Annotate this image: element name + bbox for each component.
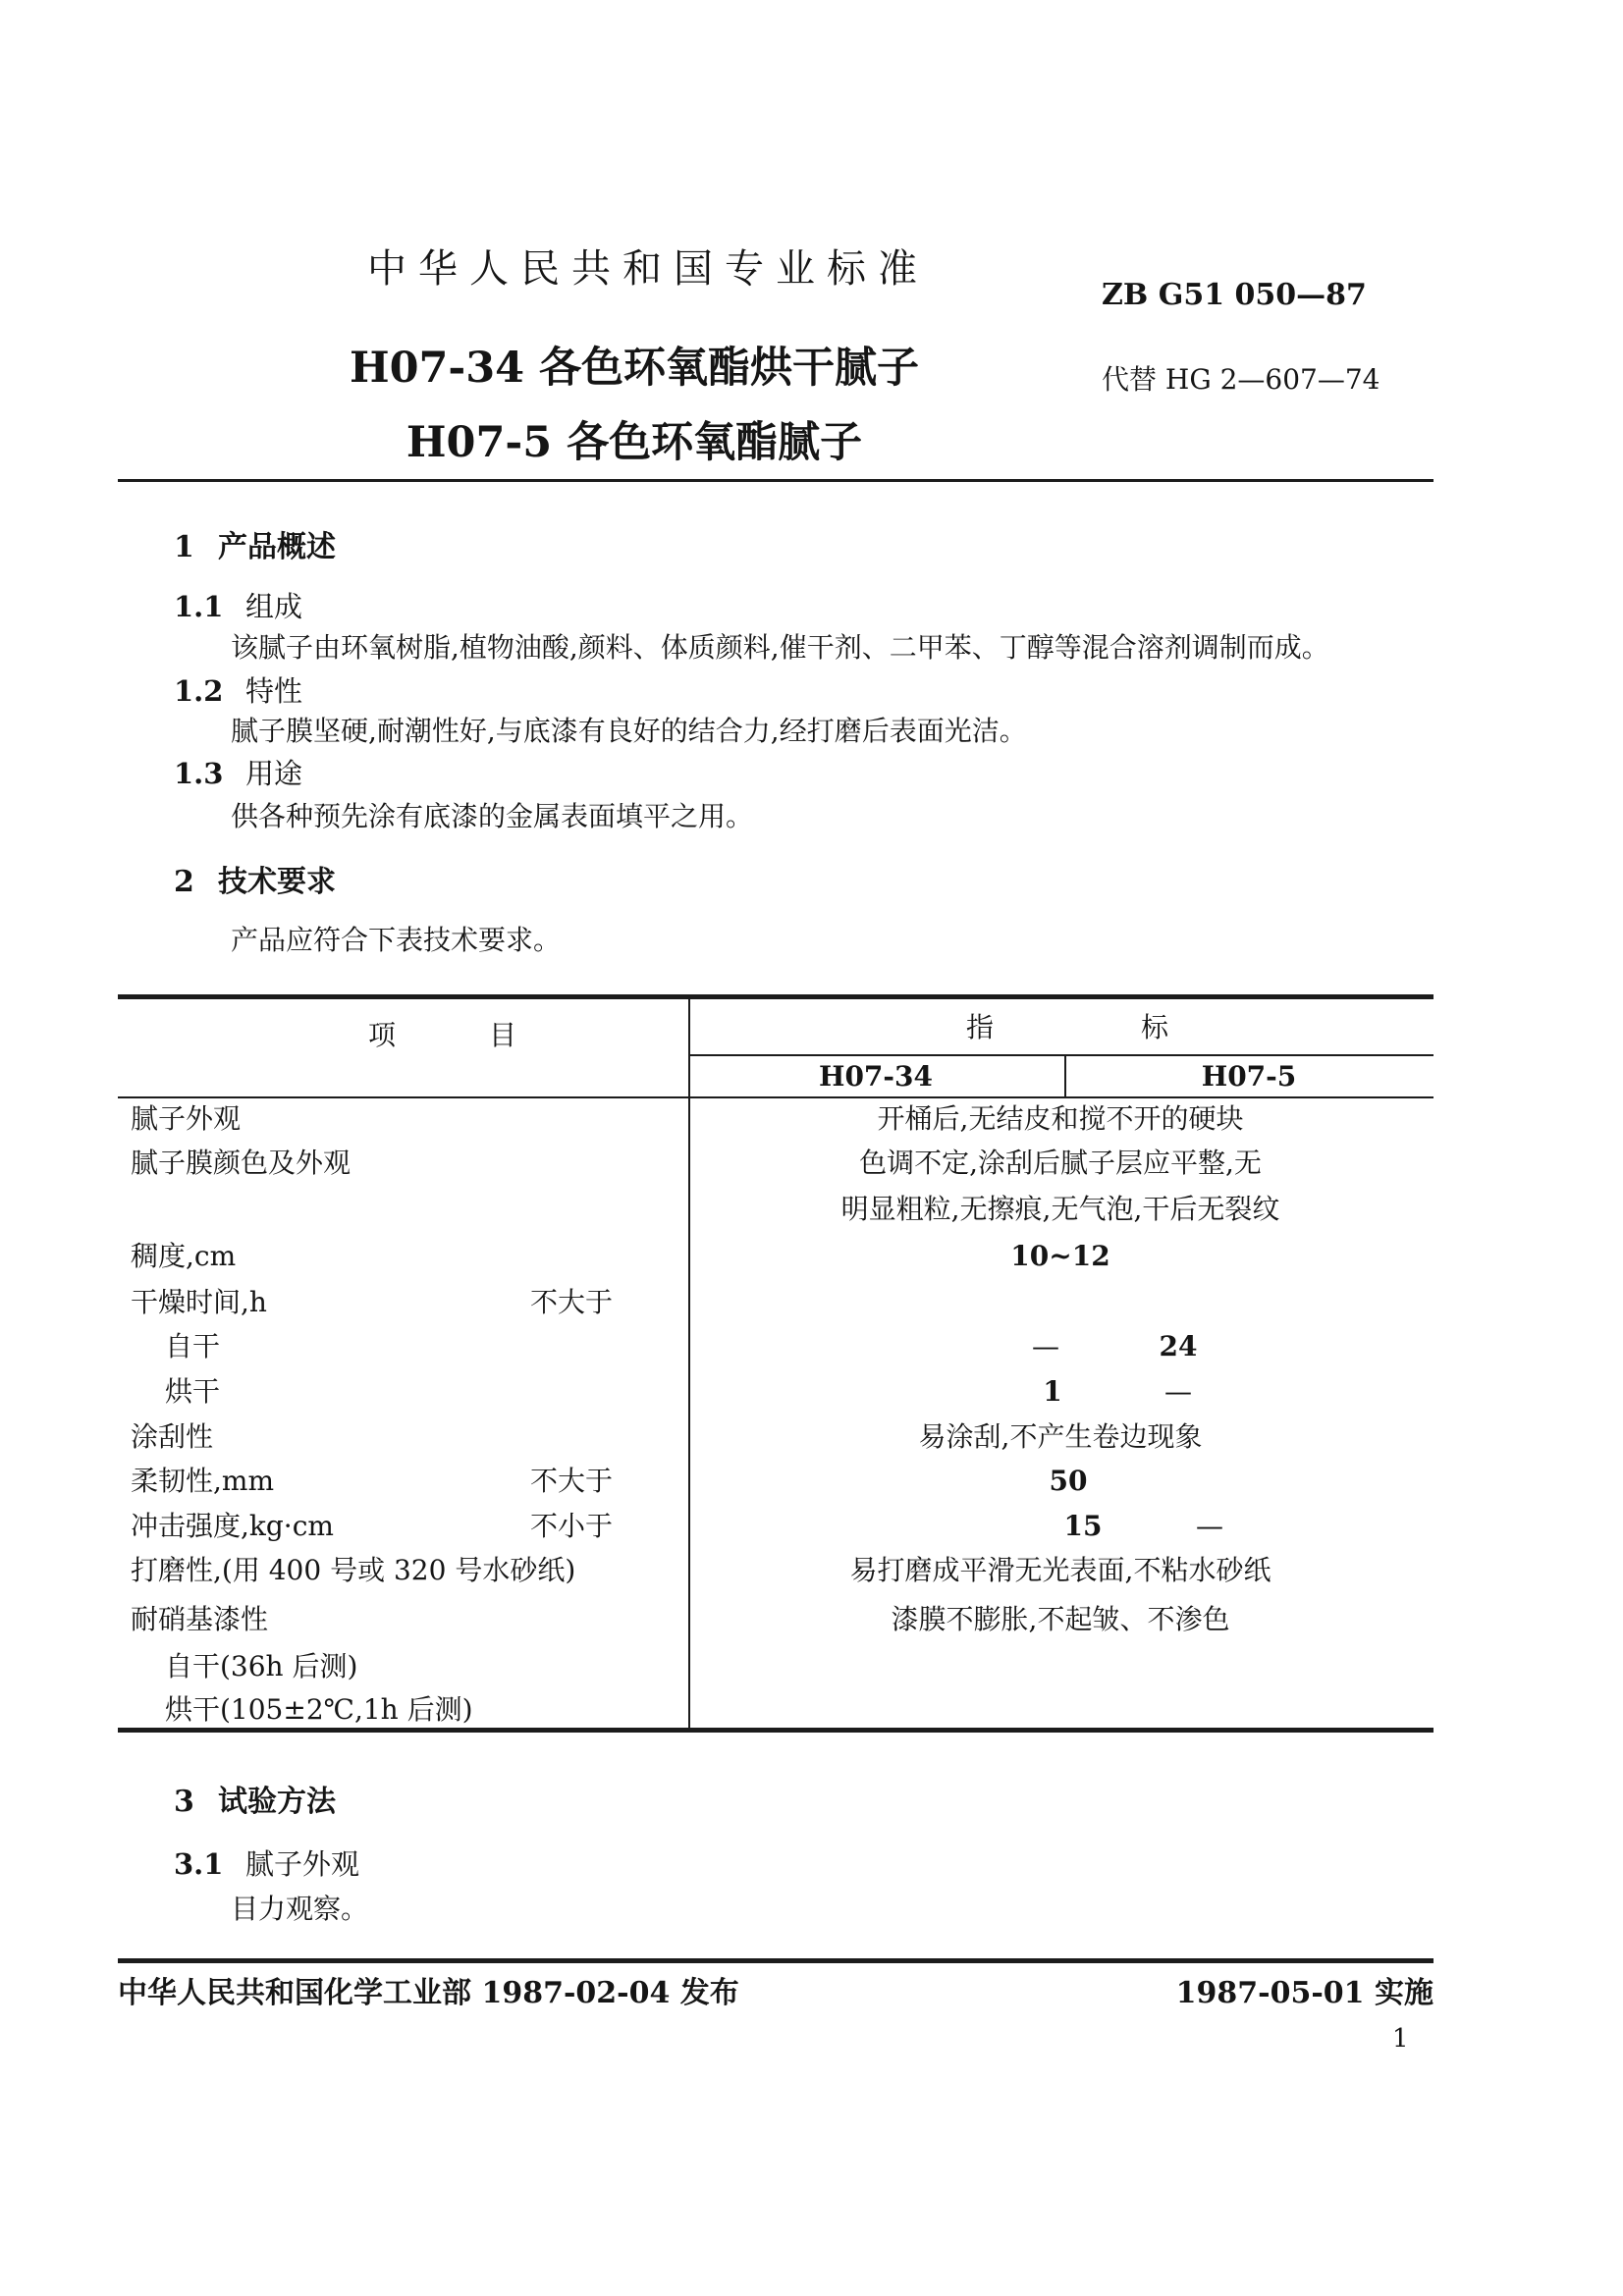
table-row-label: 烘干 (165, 1375, 221, 1408)
table-row-label: 腻子外观 (131, 1102, 242, 1135)
section-2-number: 2 (174, 865, 194, 899)
table-row-value: 易涂刮,不产生卷边现象 (918, 1420, 1203, 1453)
table-row-constraint: 不大于 (530, 1286, 614, 1318)
table-row-value: 漆膜不膨胀,不起皱、不渗色 (891, 1603, 1230, 1635)
section-1-3-number: 1.3 (174, 757, 224, 790)
table-grade-column-divider (1064, 1056, 1066, 1096)
page-number: 1 (1392, 2024, 1409, 2054)
section-1-3-body: 供各种预先涂有底漆的金属表面填平之用。 (231, 800, 754, 832)
section-1-number: 1 (174, 530, 194, 564)
table-row-value-col2: — (1196, 1510, 1223, 1542)
section-1-2-body: 腻子膜坚硬,耐潮性好,与底漆有良好的结合力,经打磨后表面光洁。 (231, 715, 1027, 747)
table-row-value-col2: 24 (1159, 1330, 1198, 1362)
table-row-value-line2: 明显粗粒,无擦痕,无气泡,干后无裂纹 (840, 1193, 1280, 1225)
section-3-1-number: 3.1 (174, 1847, 224, 1881)
table-header-item: 项目 (368, 1019, 611, 1051)
table-top-border (118, 994, 1434, 999)
section-3-title: 试验方法 (218, 1785, 336, 1819)
section-1-1-title: 组成 (245, 590, 303, 623)
table-row-constraint: 不小于 (530, 1510, 614, 1542)
standard-number: ZB G51 050—87 (1102, 278, 1367, 312)
table-row-label: 耐硝基漆性 (131, 1603, 269, 1635)
section-3-number: 3 (174, 1785, 194, 1819)
table-row-label: 打磨性,(用 400 号或 320 号水砂纸) (131, 1554, 576, 1586)
section-1-title: 产品概述 (218, 530, 336, 564)
table-row-value: 开桶后,无结皮和搅不开的硬块 (877, 1102, 1244, 1135)
table-row-value: 50 (1049, 1465, 1088, 1497)
header-rule (118, 479, 1434, 482)
section-2-body: 产品应符合下表技术要求。 (231, 924, 562, 956)
table-row-label: 冲击强度,kg·cm (131, 1510, 334, 1542)
table-indicator-divider (688, 1054, 1434, 1056)
footer-implement-statement: 1987-05-01 实施 (1175, 1976, 1434, 2010)
table-row-label: 腻子膜颜色及外观 (131, 1147, 352, 1179)
section-3-1-body: 目力观察。 (231, 1893, 369, 1925)
table-row-value-line1: 色调不定,涂刮后腻子层应平整,无 (859, 1147, 1262, 1179)
table-row-constraint: 不大于 (530, 1465, 614, 1497)
section-1-1-number: 1.1 (174, 590, 224, 623)
table-header-col1: H07-34 (818, 1060, 934, 1093)
product-title-line1: H07-34 各色环氧酯烘干腻子 (349, 344, 920, 393)
section-1-2-number: 1.2 (174, 674, 224, 708)
table-row-value-col2: — (1164, 1375, 1192, 1408)
table-row-value-col1: 1 (1043, 1375, 1062, 1408)
footer-issue-statement: 中华人民共和国化学工业部 1987-02-04 发布 (118, 1976, 739, 2010)
footer-rule (118, 1958, 1434, 1963)
table-row-value: 易打磨成平滑无光表面,不粘水砂纸 (849, 1554, 1271, 1586)
section-1-1-body: 该腻子由环氧树脂,植物油酸,颜料、体质颜料,催干剂、二甲苯、丁醇等混合溶剂调制而成。 (231, 631, 1329, 664)
table-row-label: 柔韧性,mm (131, 1465, 275, 1497)
table-row-value-col1: 15 (1063, 1510, 1103, 1542)
table-row-label: 涂刮性 (131, 1420, 214, 1453)
section-3-1-title: 腻子外观 (245, 1847, 360, 1881)
table-row-label: 干燥时间,h (131, 1286, 267, 1318)
document-title: 中华人民共和国专业标准 (367, 246, 929, 292)
table-row-label: 稠度,cm (131, 1240, 237, 1272)
table-bottom-border (118, 1728, 1434, 1733)
section-1-2-title: 特性 (245, 674, 303, 708)
section-2-title: 技术要求 (218, 865, 336, 899)
table-header-bottom-border (118, 1096, 1434, 1098)
section-1-3-title: 用途 (245, 757, 303, 790)
table-row-value: 10~12 (1010, 1240, 1110, 1272)
table-row-value-col1: — (1032, 1330, 1059, 1362)
table-header-indicator: 指标 (966, 1011, 1317, 1043)
table-item-column-divider (688, 994, 690, 1731)
table-row-label: 自干(36h 后测) (165, 1650, 358, 1682)
product-title-line2: H07-5 各色环氧酯腻子 (406, 418, 863, 467)
replaces-note: 代替 HG 2—607—74 (1102, 363, 1380, 396)
table-header-col2: H07-5 (1201, 1060, 1297, 1093)
table-row-label: 烘干(105±2℃,1h 后测) (165, 1693, 473, 1726)
table-row-label: 自干 (165, 1330, 221, 1362)
